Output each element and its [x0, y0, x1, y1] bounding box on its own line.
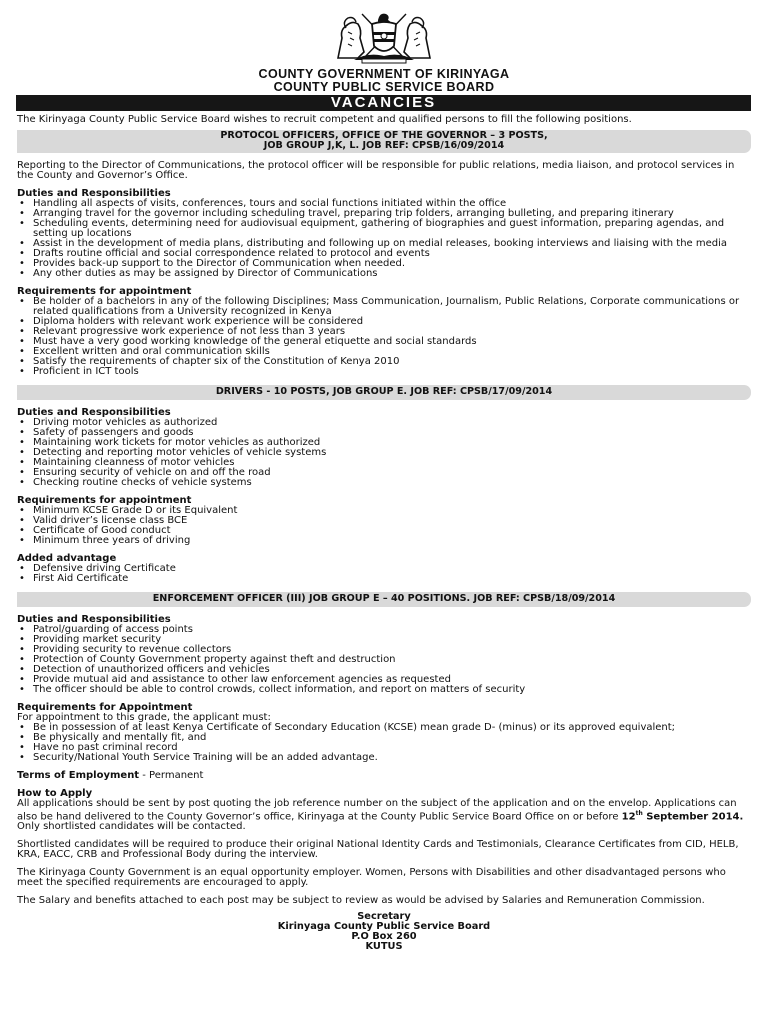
- list-item: • Provide mutual aid and assistance to other law enforcement agencies as requested: [17, 675, 751, 685]
- protocol-duties-heading: Duties and Responsibilities: [17, 188, 171, 199]
- list-item: • Protection of County Government property against theft and destruction: [17, 655, 751, 665]
- deadline-suffix: th: [635, 810, 643, 817]
- protocol-duties-list: [17, 199, 751, 279]
- list-item: • Driving motor vehicles as authorized: [17, 418, 751, 428]
- drivers-requirements-heading: Requirements for appointment: [17, 495, 192, 506]
- coat-of-arms-icon: [328, 8, 440, 64]
- protocol-requirements-list: [17, 297, 751, 377]
- list-item: • Provides back-up support to the Director of Communication when needed.: [17, 259, 751, 269]
- drivers-band: DRIVERS - 10 POSTS, JOB GROUP E. JOB REF: CPSB/17/09/2014: [17, 385, 751, 400]
- how-to-apply-body: All applications should be sent by post quoting the job reference number on the subject of the application and on the envelop. Applications can also be hand delivered to the County Governor’s office, Kirinyaga at the County Public Service Board Office on or before: [17, 798, 737, 823]
- list-item: • Arranging travel for the governor including scheduling travel, preparing trip folders, arranging bulleting, and preparing itinerary: [17, 209, 751, 219]
- drivers-duties-heading: Duties and Responsibilities: [17, 407, 171, 418]
- enforcement-duties-list: [17, 625, 751, 695]
- list-item: • Be in possession of at least Kenya Certificate of Secondary Education (KCSE) mean grade D- (minus) or its approved equivalent;: [17, 723, 751, 733]
- list-item: • The officer should be able to control crowds, collect information, and report on matters of security: [17, 685, 751, 695]
- documents-note: Shortlisted candidates will be required to produce their original National Identity Cards and Testimonials, Clearance Certificates from CID, HELB, KRA, EACC, CRB and Professional Body during the interview.: [17, 839, 739, 861]
- signature-organisation: Kirinyaga County Public Service Board: [277, 921, 491, 933]
- signature-po-box: P.O Box 260: [351, 931, 417, 943]
- list-item: • Safety of passengers and goods: [17, 428, 751, 438]
- list-item: • Any other duties as may be assigned by Director of Communications: [17, 269, 751, 279]
- enforcement-band: ENFORCEMENT OFFICER (III) JOB GROUP E – 40 POSITIONS. JOB REF: CPSB/18/09/2014: [17, 592, 751, 607]
- shortlist-note: Only shortlisted candidates will be contacted.: [17, 821, 246, 833]
- enforcement-requirements-intro: For appointment to this grade, the applicant must:: [17, 712, 271, 723]
- list-item: • Checking routine checks of vehicle systems: [17, 478, 751, 488]
- advert-body: [17, 115, 751, 952]
- how-to-apply-heading: How to Apply: [17, 788, 93, 799]
- protocol-requirements-heading: Requirements for appointment: [17, 286, 192, 297]
- list-item: • Minimum KCSE Grade D or its Equivalent: [17, 506, 751, 516]
- list-item: • Detection of unauthorized officers and vehicles: [17, 665, 751, 675]
- signature-town: KUTUS: [365, 941, 403, 953]
- protocol-title-line2: JOB GROUP J,K, L. JOB REF: CPSB/16/09/2014: [263, 140, 505, 151]
- intro-paragraph: The Kirinyaga County Public Service Board wishes to recruit competent and qualified persons to fill the following positions.: [17, 114, 632, 125]
- list-item: • Proficient in ICT tools: [17, 367, 751, 377]
- drivers-requirements-list: [17, 506, 751, 546]
- salary-note: The Salary and benefits attached to each post may be subject to review as would be advised by Salaries and Remuneration Commission.: [17, 895, 705, 907]
- list-item: • Providing market security: [17, 635, 751, 645]
- list-item: • Be holder of a bachelors in any of the following Disciplines; Mass Communication, Journalism, Public Relations, Corporate communications or related qualifications from a University recognized in Kenya: [17, 297, 751, 317]
- list-item: • Patrol/guarding of access points: [17, 625, 751, 635]
- list-item: • Certificate of Good conduct: [17, 526, 751, 536]
- list-item: • Must have a very good working knowledge of the general etiquette and social standards: [17, 337, 751, 347]
- list-item: • Minimum three years of driving: [17, 536, 751, 546]
- list-item: • Satisfy the requirements of chapter six of the Constitution of Kenya 2010: [17, 357, 751, 367]
- list-item: • Security/National Youth Service Training will be an added advantage.: [17, 753, 751, 763]
- list-item: • First Aid Certificate: [17, 574, 751, 584]
- terms-value: - Permanent: [139, 770, 204, 781]
- list-item: • Have no past criminal record: [17, 743, 751, 753]
- list-item: • Relevant progressive work experience of not less than 3 years: [17, 327, 751, 337]
- list-item: • Maintaining work tickets for motor vehicles as authorized: [17, 438, 751, 448]
- protocol-officers-band: [17, 130, 751, 153]
- protocol-title-line1: PROTOCOL OFFICERS, OFFICE OF THE GOVERNOR – 3 POSTS,: [220, 130, 548, 141]
- list-item: • Diploma holders with relevant work experience will be considered: [17, 317, 751, 327]
- signature-title: Secretary: [357, 911, 411, 923]
- list-item: • Providing security to revenue collectors: [17, 645, 751, 655]
- deadline-rest: September 2014.: [642, 811, 744, 823]
- list-item: • Scheduling events, determining need for audiovisual equipment, gathering of biographies and guest information, preparing agendas, and setting up locations: [17, 219, 751, 239]
- vacancies-banner: VACANCIES: [16, 95, 751, 111]
- drivers-advantage-list: [17, 564, 751, 584]
- protocol-summary: Reporting to the Director of Communications, the protocol officer will be responsible for public relations, media liaison, and protocol services in the County and Governor’s Office.: [17, 160, 735, 181]
- list-item: • Excellent written and oral communication skills: [17, 347, 751, 357]
- list-item: • Maintaining cleanness of motor vehicles: [17, 458, 751, 468]
- county-government-title: COUNTY GOVERNMENT OF KIRINYAGA: [258, 67, 510, 81]
- deadline-day: 12: [621, 811, 636, 823]
- public-service-board-title: COUNTY PUBLIC SERVICE BOARD: [273, 80, 495, 94]
- list-item: • Be physically and mentally fit, and: [17, 733, 751, 743]
- enforcement-duties-heading: Duties and Responsibilities: [17, 614, 171, 625]
- enforcement-requirements-heading: Requirements for Appointment: [17, 702, 193, 713]
- signature-block: [17, 912, 751, 952]
- enforcement-requirements-list: [17, 723, 751, 763]
- terms-label: Terms of Employment: [17, 770, 140, 781]
- list-item: • Valid driver’s license class BCE: [17, 516, 751, 526]
- list-item: • Handling all aspects of visits, conferences, tours and social functions initiated within the office: [17, 199, 751, 209]
- list-item: • Defensive driving Certificate: [17, 564, 751, 574]
- list-item: • Detecting and reporting motor vehicles of vehicle systems: [17, 448, 751, 458]
- drivers-advantage-heading: Added advantage: [17, 553, 117, 564]
- equal-opportunity-note: The Kirinyaga County Government is an equal opportunity employer. Women, Persons with Disabilities and other disadvantaged persons who meet the specified requirements are encouraged to apply.: [17, 867, 726, 889]
- list-item: • Ensuring security of vehicle on and off the road: [17, 468, 751, 478]
- drivers-duties-list: [17, 418, 751, 488]
- list-item: • Assist in the development of media plans, distributing and following up on medial releases, booking interviews and liaising with the media: [17, 239, 751, 249]
- list-item: • Drafts routine official and social correspondence related to protocol and events: [17, 249, 751, 259]
- how-to-apply-text: [17, 799, 751, 822]
- terms-of-employment: [17, 771, 751, 781]
